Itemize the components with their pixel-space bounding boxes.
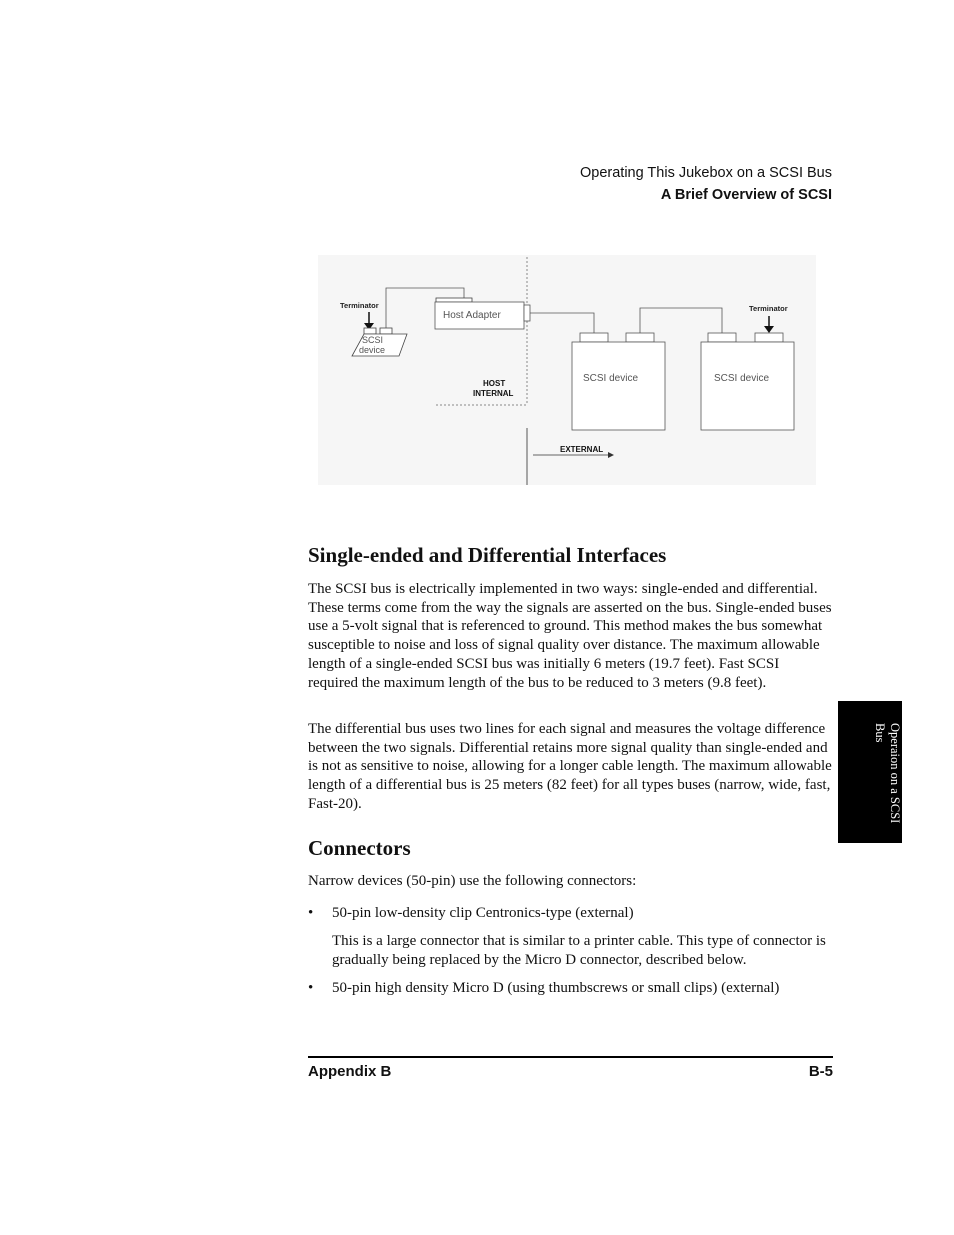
scsi-device-1-label: SCSI device bbox=[583, 373, 639, 384]
bullet-icon: • bbox=[308, 905, 314, 921]
host-adapter-connector-top bbox=[436, 298, 472, 302]
footer-page-number: B-5 bbox=[808, 1063, 833, 1080]
small-device-connector-2 bbox=[380, 328, 392, 334]
chapter-side-tab bbox=[838, 701, 902, 843]
device1-connector-2 bbox=[626, 333, 654, 342]
section-title: A Brief Overview of SCSI bbox=[660, 187, 832, 203]
external-label: EXTERNAL bbox=[560, 445, 604, 454]
host-adapter-label: Host Adapter bbox=[443, 310, 501, 321]
paragraph-connectors-intro: Narrow devices (50-pin) use the following connectors: bbox=[308, 873, 637, 889]
section-heading-interfaces: Single-ended and Differential Interfaces bbox=[308, 543, 667, 567]
small-device-label-line2: device bbox=[359, 345, 386, 355]
list-item-text: 50-pin high density Micro D (using thumbscrews or small clips) (external) bbox=[332, 980, 780, 996]
scsi-bus-diagram bbox=[318, 255, 816, 485]
device2-connector-1 bbox=[708, 333, 736, 342]
small-device-connector-1 bbox=[364, 328, 376, 334]
list-item-detail: This is a large connector that is similar to a printer cable. This type of connector is gradually being replaced by the Micro D connector, described below. bbox=[332, 933, 826, 968]
list-item-text: 50-pin low-density clip Centronics-type (external) bbox=[332, 905, 634, 921]
scsi-device-1 bbox=[572, 342, 665, 430]
section-heading-connectors: Connectors bbox=[308, 836, 411, 860]
host-label: HOST bbox=[483, 379, 506, 388]
internal-label: INTERNAL bbox=[473, 389, 514, 398]
scsi-device-2-label: SCSI device bbox=[714, 373, 770, 384]
footer-rule bbox=[308, 1056, 833, 1058]
bullet-icon: • bbox=[308, 980, 314, 996]
host-adapter-connector-side bbox=[524, 305, 530, 321]
terminator-right-label: Terminator bbox=[749, 304, 788, 313]
chapter-title: Operating This Jukebox on a SCSI Bus bbox=[579, 165, 832, 181]
small-device-label-line1: SCSI bbox=[362, 335, 384, 345]
device2-connector-2 bbox=[755, 333, 783, 342]
side-tab-label: Operaion on a SCSI Bus bbox=[873, 723, 902, 824]
paragraph-single-ended: The SCSI bus is electrically implemented in two ways: single-ended and differential. These terms come from the way the signals are asserted on the bus. Single-ended buses use a 5-volt signal that is referenced to ground. This method makes the bus somewhat susceptible to noise and loss of signal quality over distance. The maximum allowable length of a single-ended SCSI bus was initially 6 meters (19.7 feet). Fast SCSI required the maximum length of the bus to be reduced to 3 meters (9.8 feet). bbox=[308, 581, 832, 691]
scsi-device-2 bbox=[701, 342, 794, 430]
paragraph-differential: The differential bus uses two lines for each signal and measures the voltage difference between the two signals. Differential retains more signal quality than single-ended and is not as sensitive to noise, allowing for a longer cable length. The maximum allowable length of a differential bus is 25 meters (82 feet) for all types buses (narrow, wide, fast, Fast-20). bbox=[308, 721, 832, 812]
terminator-left-label: Terminator bbox=[340, 301, 379, 310]
device1-connector-1 bbox=[580, 333, 608, 342]
footer-appendix: Appendix B bbox=[308, 1063, 392, 1080]
